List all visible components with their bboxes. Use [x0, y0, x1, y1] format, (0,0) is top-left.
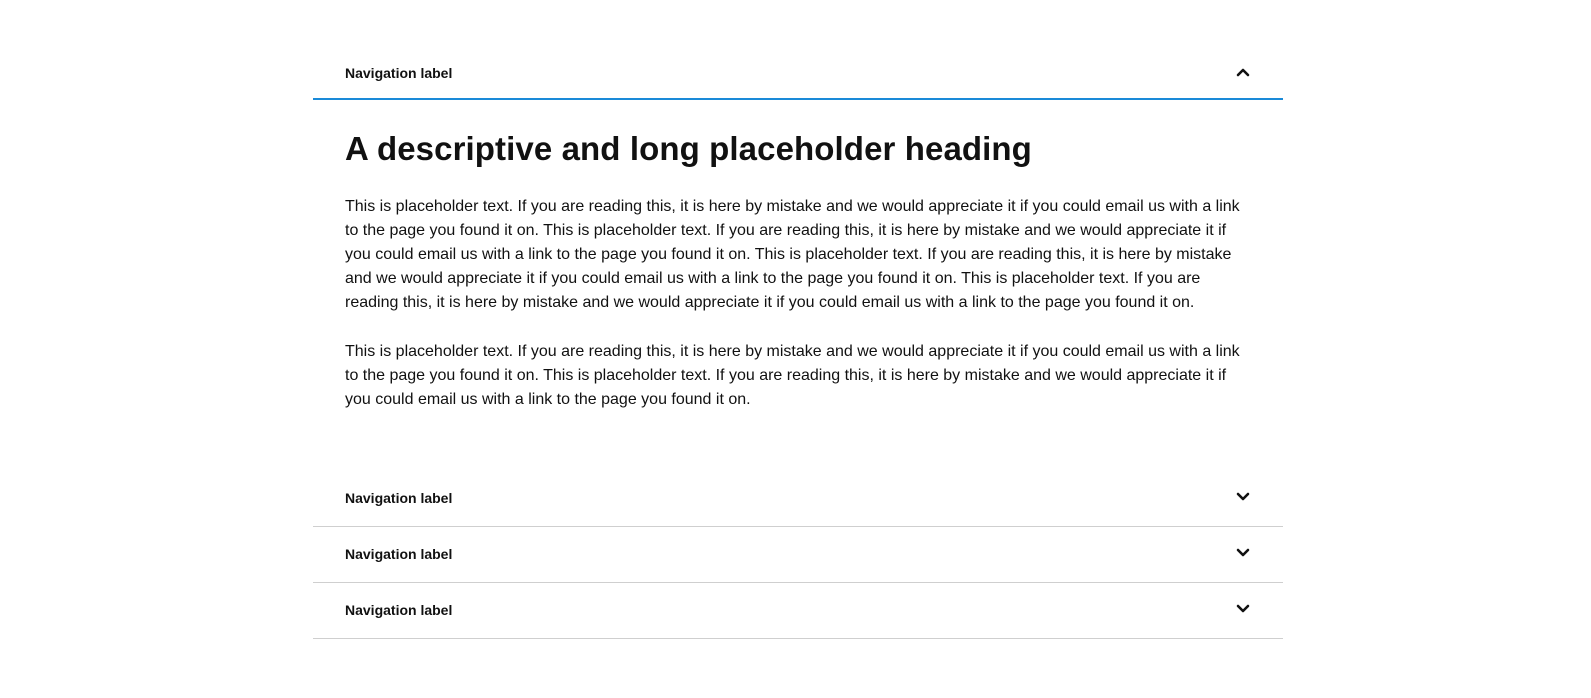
accordion-item-header[interactable]	[313, 471, 1283, 527]
chevron-up-icon[interactable]	[1235, 64, 1251, 80]
accordion-item-header-open[interactable]	[313, 0, 1283, 100]
accordion-item-label: Navigation label	[345, 602, 453, 618]
chevron-down-icon[interactable]	[1235, 489, 1251, 505]
chevron-down-icon[interactable]	[1235, 545, 1251, 561]
accordion-item-header[interactable]	[313, 527, 1283, 583]
accordion-item-label: Navigation label	[345, 546, 453, 562]
accordion	[313, 0, 1283, 618]
accordion-item-label: Navigation label	[345, 65, 453, 81]
accordion-item-header[interactable]	[313, 583, 1283, 639]
accordion-item-label: Navigation label	[345, 490, 453, 506]
panel-paragraph: This is placeholder text. If you are reading this, it is here by mistake and we would appreciate it if you could email us with a link to the page you found it on. This is placeholder text. If you are reading this, it is here by mistake and we would appreciate it if you could email us with a link to the page you found it on. This is placeholder text. If you are reading this, it is here by mistake and we would appreciate it if you could email us with a link to the page you found it on. This is placeholder text. If you are reading this, it is here by mistake and we would appreciate it if you could email us with a link to the page you found it on.	[345, 198, 1240, 311]
panel-paragraph: This is placeholder text. If you are reading this, it is here by mistake and we would appreciate it if you could email us with a link to the page you found it on. This is placeholder text. If you are reading this, it is here by mistake and we would appreciate it if you could email us with a link to the page you found it on.	[345, 343, 1240, 408]
panel-heading: A descriptive and long placeholder heading	[345, 130, 1032, 167]
chevron-down-icon[interactable]	[1235, 601, 1251, 617]
